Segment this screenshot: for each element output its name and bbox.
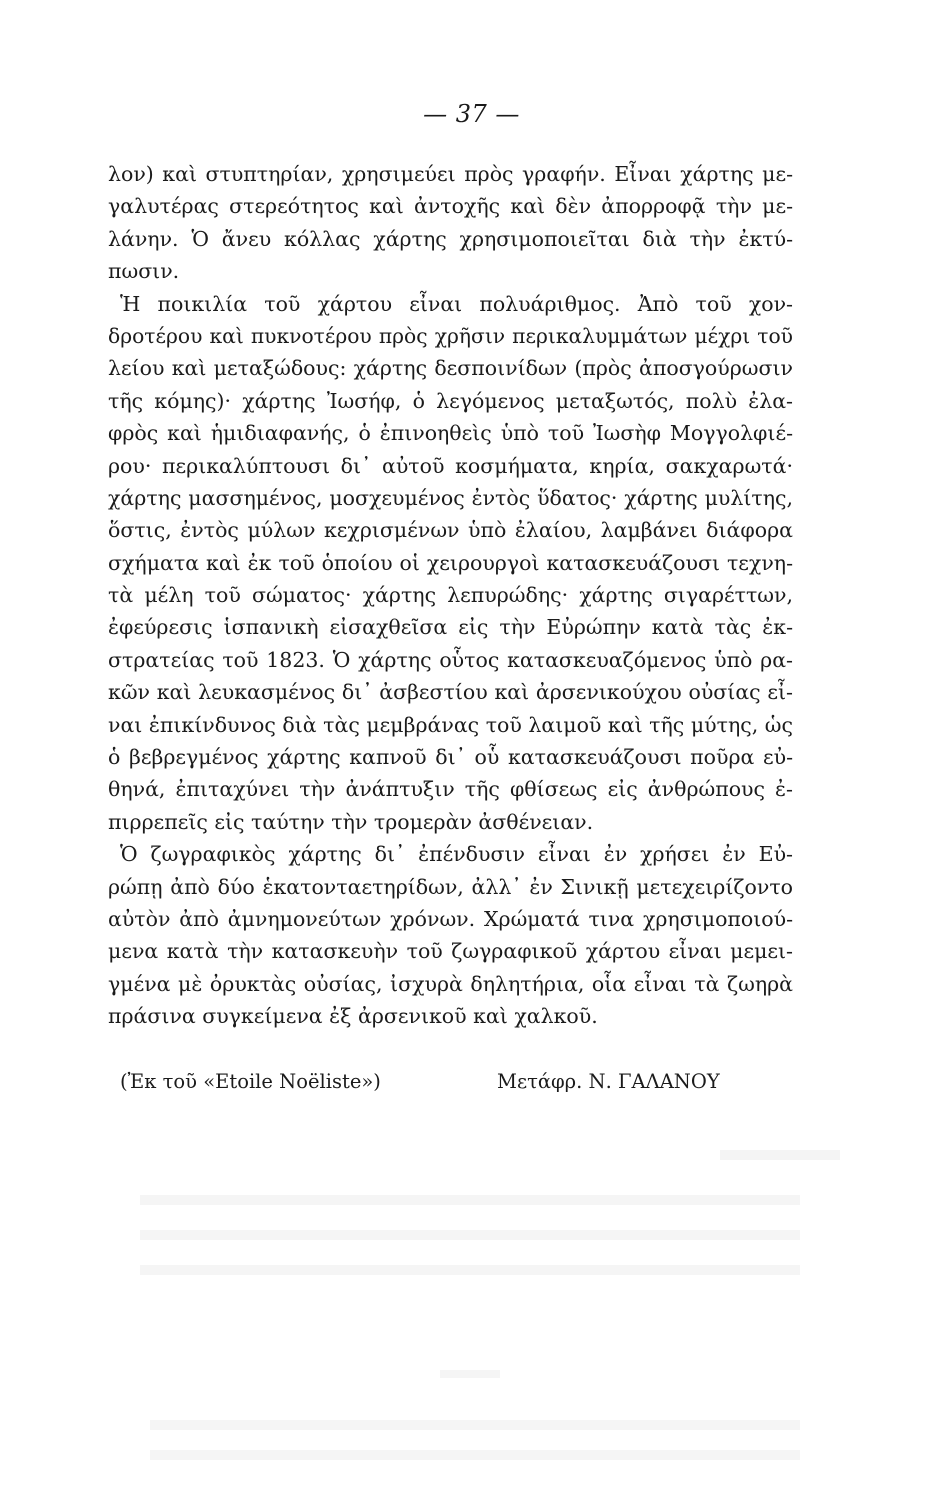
text-line: ναι ἐπικίνδυνος διὰ τὰς μεμβράνας τοῦ λαιμοῦ καὶ τῆς μύτης, ὡς	[108, 712, 793, 737]
text-line: Ὁ ζωγραφικὸς χάρτης δι᾽ ἐπένδυσιν εἶναι ἐν χρήσει ἐν Εὐ-	[120, 842, 793, 867]
show-through-line	[150, 1450, 800, 1460]
text-line: μενα κατὰ τὴν κατασκευὴν τοῦ ζωγραφικοῦ χάρτου εἶναι μεμει-	[108, 939, 793, 964]
translator-credit: Μετάφρ. Ν. ΓΑΛΑΝΟΥ	[497, 1070, 720, 1093]
text-line: φρὸς καὶ ἡμιδιαφανής, ὁ ἐπινοηθεὶς ὑπὸ τοῦ Ἰωσὴφ Μογγολφιέ-	[108, 421, 793, 446]
text-line: πωσιν.	[108, 259, 180, 284]
text-line: θηνά, ἐπιταχύνει τὴν ἀνάπτυξιν τῆς φθίσεως εἰς ἀνθρώπους ἐ-	[108, 777, 793, 802]
text-line: τῆς κόμης)· χάρτης Ἰωσήφ, ὁ λεγόμενος μεταξωτός, πολὺ ἐλα-	[108, 388, 793, 413]
text-line: πιρρεπεῖς εἰς ταύτην τὴν τρομερὰν ἀσθένειαν.	[108, 809, 594, 834]
text-line: λάνην. Ὁ ἄνευ κόλλας χάρτης χρησιμοποιεῖται διὰ τὴν ἐκτύ-	[108, 226, 793, 251]
text-line: ρώπῃ ἀπὸ δύο ἑκατονταετηρίδων, ἀλλ᾽ ἐν Σινικῇ μετεχειρίζοντο	[108, 874, 793, 899]
text-line: ὁ βεβρεγμένος χάρτης καπνοῦ δι᾽ οὗ κατασκευάζουσι ποῦρα εὐ-	[108, 745, 793, 770]
show-through-line	[140, 1230, 800, 1240]
text-line: ρου· περικαλύπτουσι δι᾽ αὐτοῦ κοσμήματα, κηρία, σακχαρωτά·	[108, 453, 793, 478]
show-through-line	[140, 1265, 800, 1275]
text-line: αὐτὸν ἀπὸ ἀμνημονεύτων χρόνων. Χρώματά τινα χρησιμοποιού-	[108, 906, 793, 931]
text-line: χάρτης μασσημένος, μοσχευμένος ἐντὸς ὕδατος· χάρτης μυλίτης,	[108, 485, 793, 510]
text-line: Ἡ ποικιλία τοῦ χάρτου εἶναι πολυάριθμος. Ἀπὸ τοῦ χον-	[120, 291, 793, 316]
text-line: ἐφεύρεσις ἱσπανικὴ εἰσαχθεῖσα εἰς τὴν Εὐρώπην κατὰ τὰς ἐκ-	[108, 615, 793, 640]
attribution	[0, 1070, 943, 1104]
source-citation: (Ἐκ τοῦ «Etoile Noëliste»)	[120, 1070, 381, 1093]
text-line: κῶν καὶ λευκασμένος δι᾽ ἀσβεστίου καὶ ἀρσενικούχου οὐσίας εἶ-	[108, 680, 793, 705]
text-line: λείου καὶ μεταξώδους: χάρτης δεσποινίδων (πρὸς ἀποσγούρωσιν	[108, 356, 793, 381]
show-through-line	[720, 1150, 840, 1160]
page-number: — 37 —	[423, 100, 520, 128]
show-through-line	[440, 1370, 500, 1378]
text-line: πράσινα συγκείμενα ἐξ ἀρσενικοῦ καὶ χαλκοῦ.	[108, 1004, 598, 1029]
text-line: λον) καὶ στυπτηρίαν, χρησιμεύει πρὸς γραφήν. Εἶναι χάρτης με-	[108, 162, 793, 186]
text-line: στρατείας τοῦ 1823. Ὁ χάρτης οὗτος κατασκευαζόμενος ὑπὸ ρα-	[108, 647, 793, 672]
text-line: δροτέρου καὶ πυκνοτέρου πρὸς χρῆσιν περικαλυμμάτων μέχρι τοῦ	[108, 323, 793, 348]
text-line: τὰ μέλη τοῦ σώματος· χάρτης λεπυρώδης· χάρτης σιγαρέττων,	[108, 583, 793, 608]
text-line: γμένα μὲ ὀρυκτὰς οὐσίας, ἰσχυρὰ δηλητήρια, οἷα εἶναι τὰ ζωηρὰ	[108, 971, 793, 996]
text-line: ὅστις, ἐντὸς μύλων κεχρισμένων ὑπὸ ἐλαίου, λαμβάνει διάφορα	[108, 518, 793, 543]
text-line: σχήματα καὶ ἐκ τοῦ ὁποίου οἱ χειρουργοὶ κατασκευάζουσι τεχνη-	[108, 550, 793, 575]
show-through-line	[140, 1195, 800, 1205]
show-through-line	[150, 1420, 800, 1430]
text-line: γαλυτέρας στερεότητος καὶ ἀντοχῆς καὶ δὲν ἀπορροφᾷ τὴν με-	[108, 194, 793, 219]
article-body	[108, 158, 793, 1033]
